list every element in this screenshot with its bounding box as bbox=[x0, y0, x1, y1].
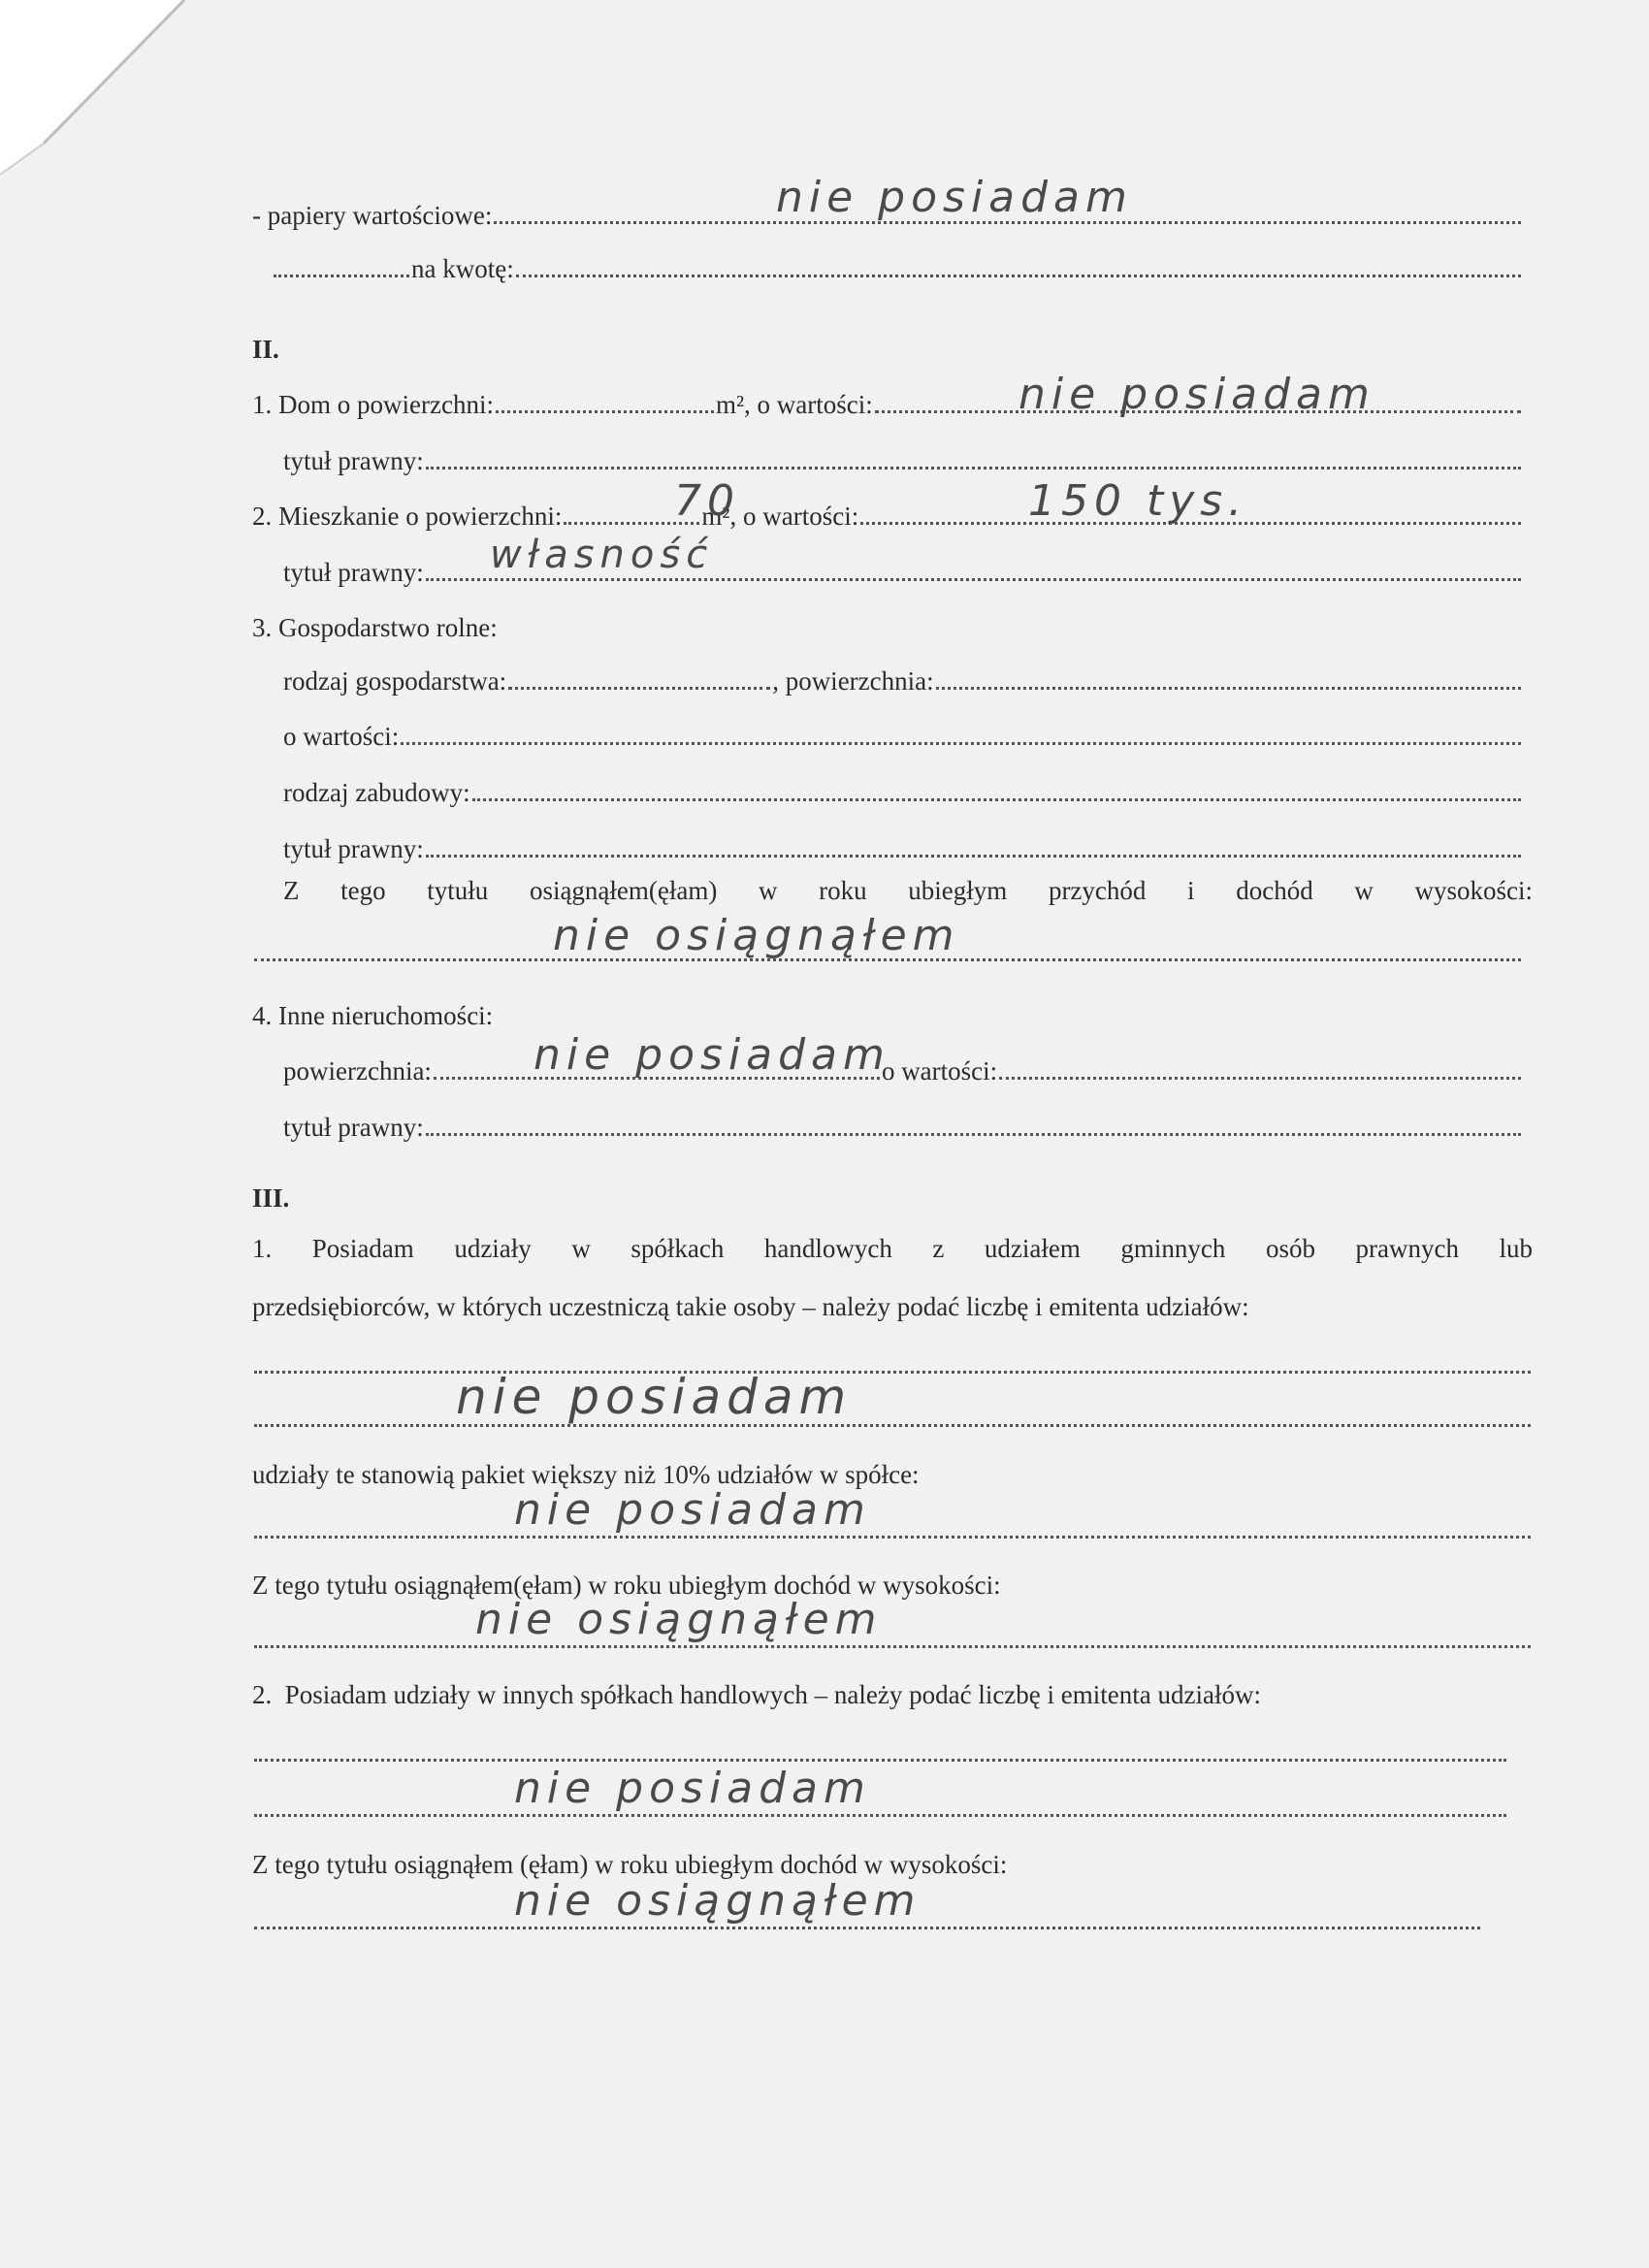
dotted-field[interactable] bbox=[254, 1530, 1531, 1539]
tytul-label: tytuł prawny: bbox=[283, 1113, 424, 1142]
dotted-field[interactable] bbox=[254, 1365, 1531, 1374]
dotted-field[interactable] bbox=[254, 1418, 1531, 1427]
rodzaj-line bbox=[283, 660, 1523, 698]
kwota-label: na kwotę: bbox=[411, 254, 514, 283]
handwritten-pakiet: nie posiadam bbox=[514, 1485, 871, 1535]
inne-pow-label: powierzchnia: bbox=[283, 1056, 432, 1085]
dotted-field[interactable] bbox=[999, 1071, 1521, 1080]
pakiet-row bbox=[252, 1453, 1533, 1492]
dom-tytul-line bbox=[283, 439, 1523, 478]
dotted-field[interactable] bbox=[254, 1753, 1506, 1762]
zabudowa-label: rodzaj zabudowy: bbox=[283, 778, 470, 807]
gospodarstwo-label: 3. Gospodarstwo rolne: bbox=[252, 613, 498, 642]
item2-dotted-1 bbox=[252, 1732, 1508, 1770]
dotted-field[interactable] bbox=[254, 1639, 1531, 1648]
handwritten-dom: nie posiadam bbox=[1018, 370, 1375, 419]
mieszkanie-unit: m², o wartości: bbox=[701, 502, 859, 531]
rodzaj-label: rodzaj gospodarstwa: bbox=[283, 666, 507, 696]
dotted-field[interactable] bbox=[426, 849, 1521, 858]
dotted-field[interactable] bbox=[496, 405, 714, 413]
wartosc-line bbox=[283, 715, 1523, 754]
inne-line bbox=[252, 994, 1523, 1033]
dochod1-label: Z tego tytułu osiągnąłem(ęłam) w roku ubiegłym dochód w wysokości: bbox=[252, 1571, 1001, 1600]
item1-dotted-1 bbox=[252, 1344, 1533, 1382]
pakiet-dotted bbox=[252, 1508, 1533, 1547]
item1-line2-row bbox=[252, 1285, 1523, 1324]
item1-dotted-2 bbox=[252, 1397, 1533, 1436]
handwritten-dochod1: nie osiągnąłem bbox=[475, 1595, 883, 1644]
mieszkanie-line bbox=[252, 495, 1523, 534]
handwritten-item1: nie posiadam bbox=[456, 1369, 853, 1425]
dotted-field[interactable] bbox=[274, 269, 409, 277]
dotted-field[interactable] bbox=[426, 1127, 1521, 1136]
handwritten-item2: nie posiadam bbox=[514, 1764, 871, 1813]
handwritten-worth: 150 tys. bbox=[1028, 476, 1248, 526]
item1-text bbox=[252, 1234, 1533, 1264]
handwritten-gosp-dochod: nie osiągnąłem bbox=[553, 911, 960, 960]
dotted-field[interactable] bbox=[472, 793, 1521, 801]
gospodarstwo-line bbox=[252, 606, 1523, 645]
wartosc-label: o wartości: bbox=[283, 722, 400, 751]
pow-label: , powierzchnia: bbox=[772, 666, 934, 696]
gosp-tytul-line bbox=[283, 827, 1523, 866]
item2-row bbox=[252, 1673, 1533, 1712]
handwritten-tytul: własność bbox=[490, 533, 714, 577]
inne-label: 4. Inne nieruchomości: bbox=[252, 1001, 494, 1030]
dochod1-row bbox=[252, 1564, 1533, 1603]
pakiet-label: udziały te stanowią pakiet większy niż 10% udziałów w spółce: bbox=[252, 1460, 920, 1489]
tytul-label: tytuł prawny: bbox=[283, 446, 424, 475]
tytul-label: tytuł prawny: bbox=[283, 834, 424, 863]
dochod2-label: Z tego tytułu osiągnąłem (ęłam) w roku ubiegłym dochód w wysokości: bbox=[252, 1850, 1008, 1879]
section-heading-ii: II. bbox=[252, 335, 279, 364]
item2-label: 2. Posiadam udziały w innych spółkach handlowych – należy podać liczbę i emitenta udziałów: bbox=[252, 1680, 1261, 1709]
inne-tytul-line bbox=[283, 1106, 1523, 1145]
section-heading-iii: III. bbox=[252, 1183, 290, 1213]
item2-dotted-2 bbox=[252, 1787, 1508, 1826]
dom-label: 1. Dom o powierzchni: bbox=[252, 390, 494, 419]
dom-unit: m², o wartości: bbox=[715, 390, 873, 419]
papiery-label: - papiery wartościowe: bbox=[252, 201, 493, 230]
handwritten-dochod2: nie osiągnąłem bbox=[514, 1876, 922, 1926]
dotted-field[interactable] bbox=[516, 269, 1521, 277]
item1-line2: przedsiębiorców, w których uczestniczą takie osoby – należy podać liczbę i emitenta udziałów: bbox=[252, 1292, 1249, 1321]
inne-pow-line bbox=[283, 1050, 1523, 1088]
handwritten-area: 70 bbox=[674, 476, 740, 526]
inne-wartosc-label: o wartości: bbox=[881, 1056, 998, 1085]
dotted-field[interactable] bbox=[426, 461, 1521, 470]
mieszkanie-label: 2. Mieszkanie o powierzchni: bbox=[252, 502, 563, 531]
gosp-dochod-label: Z tego tytułu osiągnąłem(ęłam) w roku ubiegłym przychód i dochód w wysokości: bbox=[283, 876, 1533, 905]
gosp-dochod-text bbox=[283, 876, 1533, 906]
tytul-label: tytuł prawny: bbox=[283, 558, 424, 587]
zabudowa-line bbox=[283, 771, 1523, 810]
dotted-field[interactable] bbox=[936, 681, 1521, 690]
handwritten-papiery: nie posiadam bbox=[776, 173, 1133, 222]
dochod1-dotted bbox=[252, 1618, 1533, 1657]
dotted-field[interactable] bbox=[508, 681, 770, 690]
handwritten-inne: nie posiadam bbox=[534, 1030, 890, 1080]
kwota-line bbox=[272, 247, 1523, 286]
mieszkanie-tytul-line bbox=[283, 551, 1523, 590]
dotted-field[interactable] bbox=[254, 1808, 1506, 1817]
dotted-field[interactable] bbox=[401, 736, 1521, 745]
item1-line1: 1. Posiadam udziały w spółkach handlowych z udziałem gminnych osób prawnych lub bbox=[252, 1234, 1533, 1263]
